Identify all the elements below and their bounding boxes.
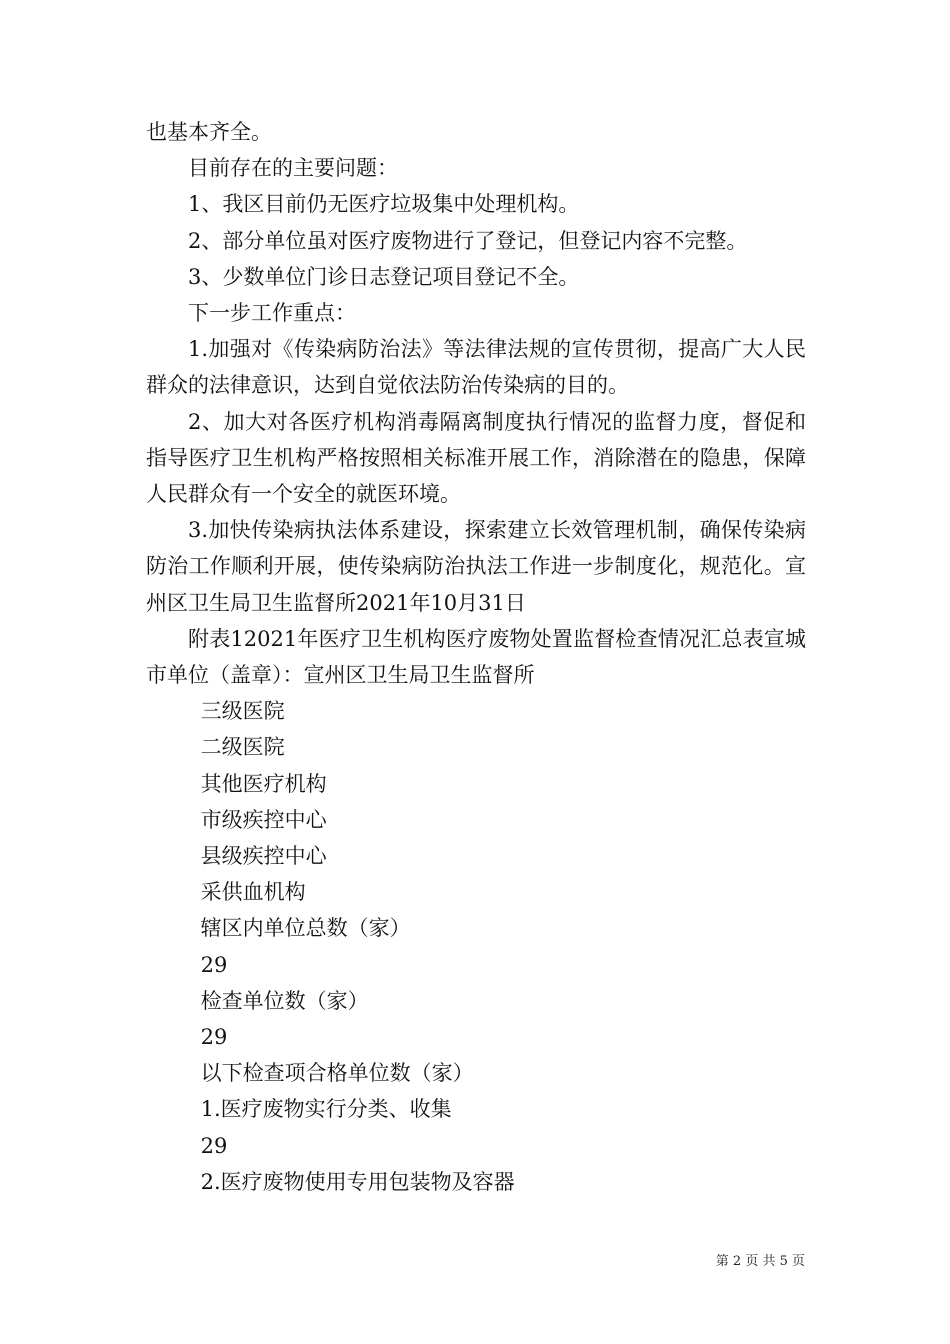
table-cell-text: 以下检查项合格单位数（家）: [200, 1061, 474, 1086]
table-cell-text: 1.医疗废物实行分类、收集: [200, 1097, 452, 1122]
table-cell-number: 29: [200, 1133, 228, 1158]
table-cell-text: 县级疾控中心: [200, 844, 327, 869]
table-cell-text: 其他医疗机构: [200, 771, 327, 796]
next-step-item: 1.加强对《传染病防治法》等法律法规的宣传贯彻，提高广大人民群众的法律意识，达到自觉依法防治传染病的目的。: [146, 337, 806, 398]
table-cell-text: 检查单位数（家）: [200, 988, 369, 1013]
appendix-title: 附表12021年医疗卫生机构医疗废物处置监督检查情况汇总表宣城市单位（盖章）：宣州区卫生局卫生监督所: [146, 626, 806, 688]
paragraph: 也基本齐全。: [146, 120, 272, 144]
table-cell-number: 29: [200, 1025, 228, 1050]
problem-item: 1、我区目前仍无医疗垃圾集中处理机构。: [188, 192, 580, 217]
section-heading-next-steps: 下一步工作重点：: [188, 301, 356, 326]
table-cell-number: 29: [200, 952, 228, 977]
table-cell-text: 2.医疗废物使用专用包装物及容器: [200, 1169, 515, 1194]
table-cell-text: 三级医院: [200, 699, 285, 724]
table-cell-text: 二级医院: [200, 735, 285, 760]
document-body: [146, 114, 806, 1200]
problem-item: 3、少数单位门诊日志登记项目登记不全。: [188, 264, 580, 289]
next-step-item: 3.加快传染病执法体系建设，探索建立长效管理机制，确保传染病防治工作顺利开展，使传染病防治执法工作进一步制度化，规范化。宣州区卫生局卫生监督所2021年10月31日: [146, 518, 806, 615]
section-heading-problems: 目前存在的主要问题：: [188, 156, 398, 181]
problem-item: 2、部分单位虽对医疗废物进行了登记，但登记内容不完整。: [188, 228, 748, 253]
table-cell-text: 辖区内单位总数（家）: [200, 916, 411, 941]
next-step-item: 2、加大对各医疗机构消毒隔离制度执行情况的监督力度，督促和指导医疗卫生机构严格按照相关标准开展工作，消除潜在的隐患，保障人民群众有一个安全的就医环境。: [146, 409, 806, 507]
table-cell-text: 市级疾控中心: [200, 807, 327, 832]
page-number: 第 2 页 共 5 页: [715, 1254, 805, 1269]
table-cell-text: 采供血机构: [200, 880, 306, 905]
